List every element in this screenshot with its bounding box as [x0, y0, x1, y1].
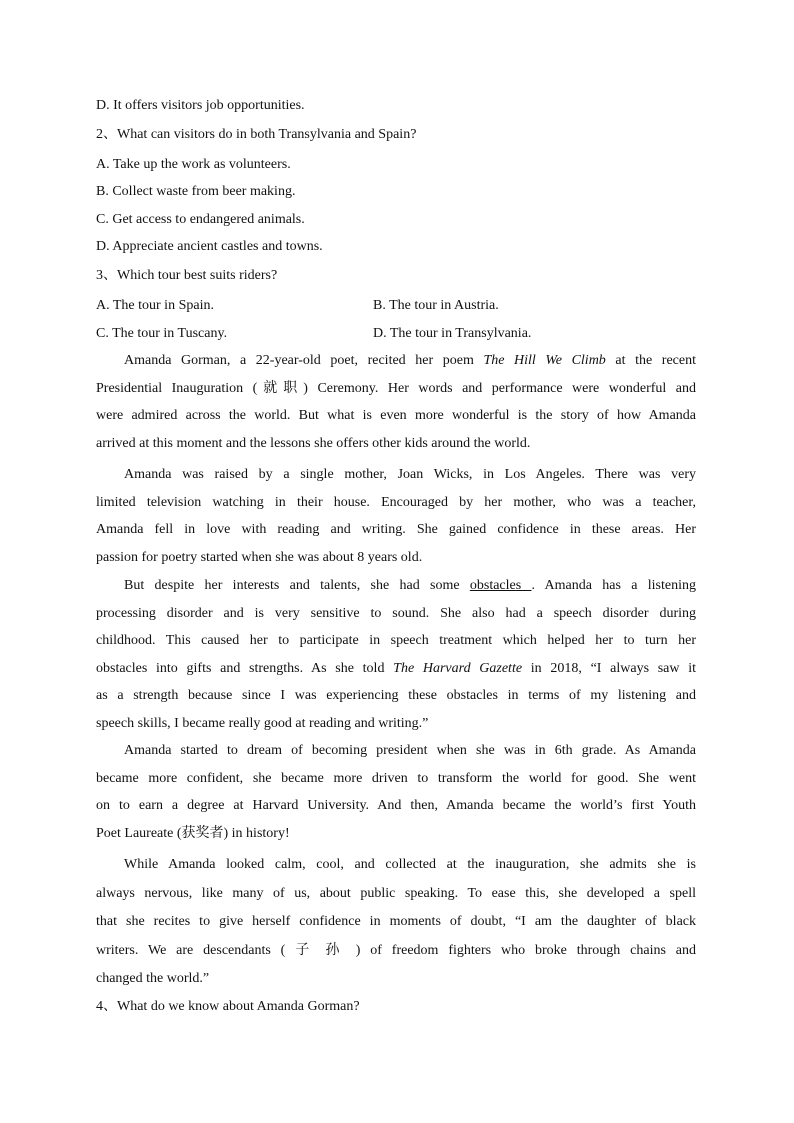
p5-line2: always nervous, like many of us, about public speaking. To ease this, she developed a spell [96, 885, 696, 901]
p3-line6: speech skills, I became really good at reading and writing.” [96, 715, 429, 731]
p4-line4: Poet Laureate (获奖者) in history! [96, 825, 290, 841]
p5-line4: writers. We are descendants ( 子 孙 ) of freedom fighters who broke through chains and [96, 942, 696, 958]
p1-line1-text: Amanda Gorman, a 22-year-old poet, recited her poem [124, 353, 484, 368]
p3-line4-text: obstacles into gifts and strengths. As she told [96, 660, 394, 676]
q3-option-b: B. The tour in Austria. [373, 298, 499, 313]
q3-option-d: D. The tour in Transylvania. [373, 326, 532, 341]
p1-line3: were admired across the world. But what is even more wonderful is the story of how Amanda [96, 408, 696, 424]
q3-stem: 3、Which tour best suits riders? [96, 268, 278, 283]
poem-title: The Hill We Climb [483, 353, 606, 368]
p1-line1-end: at the recent [605, 353, 696, 368]
p2-line3: Amanda fell in love with reading and writing. She gained confidence in these areas. Her [96, 522, 696, 538]
q1-option-d: D. It offers visitors job opportunities. [96, 98, 305, 113]
p2-line2: limited television watching in their house. Encouraged by her mother, who was a teacher, [96, 494, 696, 510]
passage-paragraph-1 [96, 347, 696, 457]
p3-line2: processing disorder and is very sensitive to sound. She also had a speech disorder during [96, 605, 696, 621]
passage-paragraph-4 [96, 737, 696, 847]
p1-line4: arrived at this moment and the lessons she offers other kids around the world. [96, 435, 531, 451]
q2-option-d: D. Appreciate ancient castles and towns. [96, 239, 323, 254]
p5-line5: changed the world.” [96, 971, 210, 986]
p5-line1: While Amanda looked calm, cool, and collected at the inauguration, she admits she is [124, 857, 696, 872]
p4-line2: became more confident, she became more driven to transform the world for good. She went [96, 770, 696, 786]
p5-line3: that she recites to give herself confidence in moments of doubt, “I am the daughter of black [96, 914, 696, 929]
q2-option-a: A. Take up the work as volunteers. [96, 157, 291, 172]
passage-paragraph-2 [96, 461, 696, 571]
passage-paragraph-5 [96, 851, 696, 994]
p3-line4-end: in 2018, “I always saw it [522, 660, 696, 676]
q2-option-b: B. Collect waste from beer making. [96, 184, 296, 199]
p3-line5: as a strength because since I was experiencing these obstacles in terms of my listening and [96, 688, 696, 704]
p3-line1-text: But despite her interests and talents, she had some [124, 578, 470, 593]
q4-stem: 4、What do we know about Amanda Gorman? [96, 999, 360, 1014]
p4-line3: on to earn a degree at Harvard University. And then, Amanda became the world’s first Youth [96, 798, 696, 814]
passage-paragraph-3 [96, 572, 696, 738]
q2-option-c: C. Get access to endangered animals. [96, 212, 305, 227]
p3-line1-end: . Amanda has a listening [531, 578, 696, 593]
q2-stem: 2、What can visitors do in both Transylvania and Spain? [96, 127, 417, 142]
p3-line3: childhood. This caused her to participate in speech treatment which helped her to turn her [96, 633, 696, 649]
p2-line1: Amanda was raised by a single mother, Joan Wicks, in Los Angeles. There was very [124, 467, 696, 482]
p1-line2: Presidential Inauguration (就职) Ceremony. Her words and performance were wonderful and [96, 380, 696, 396]
p4-line1: Amanda started to dream of becoming president when she was in 6th grade. As Amanda [124, 743, 696, 758]
underlined-word-obstacles: obstacles [469, 578, 532, 593]
newspaper-title: The Harvard Gazette [393, 660, 523, 676]
q3-option-c: C. The tour in Tuscany. [96, 326, 228, 341]
q3-option-a: A. The tour in Spain. [96, 298, 214, 313]
p2-line4: passion for poetry started when she was about 8 years old. [96, 549, 423, 565]
